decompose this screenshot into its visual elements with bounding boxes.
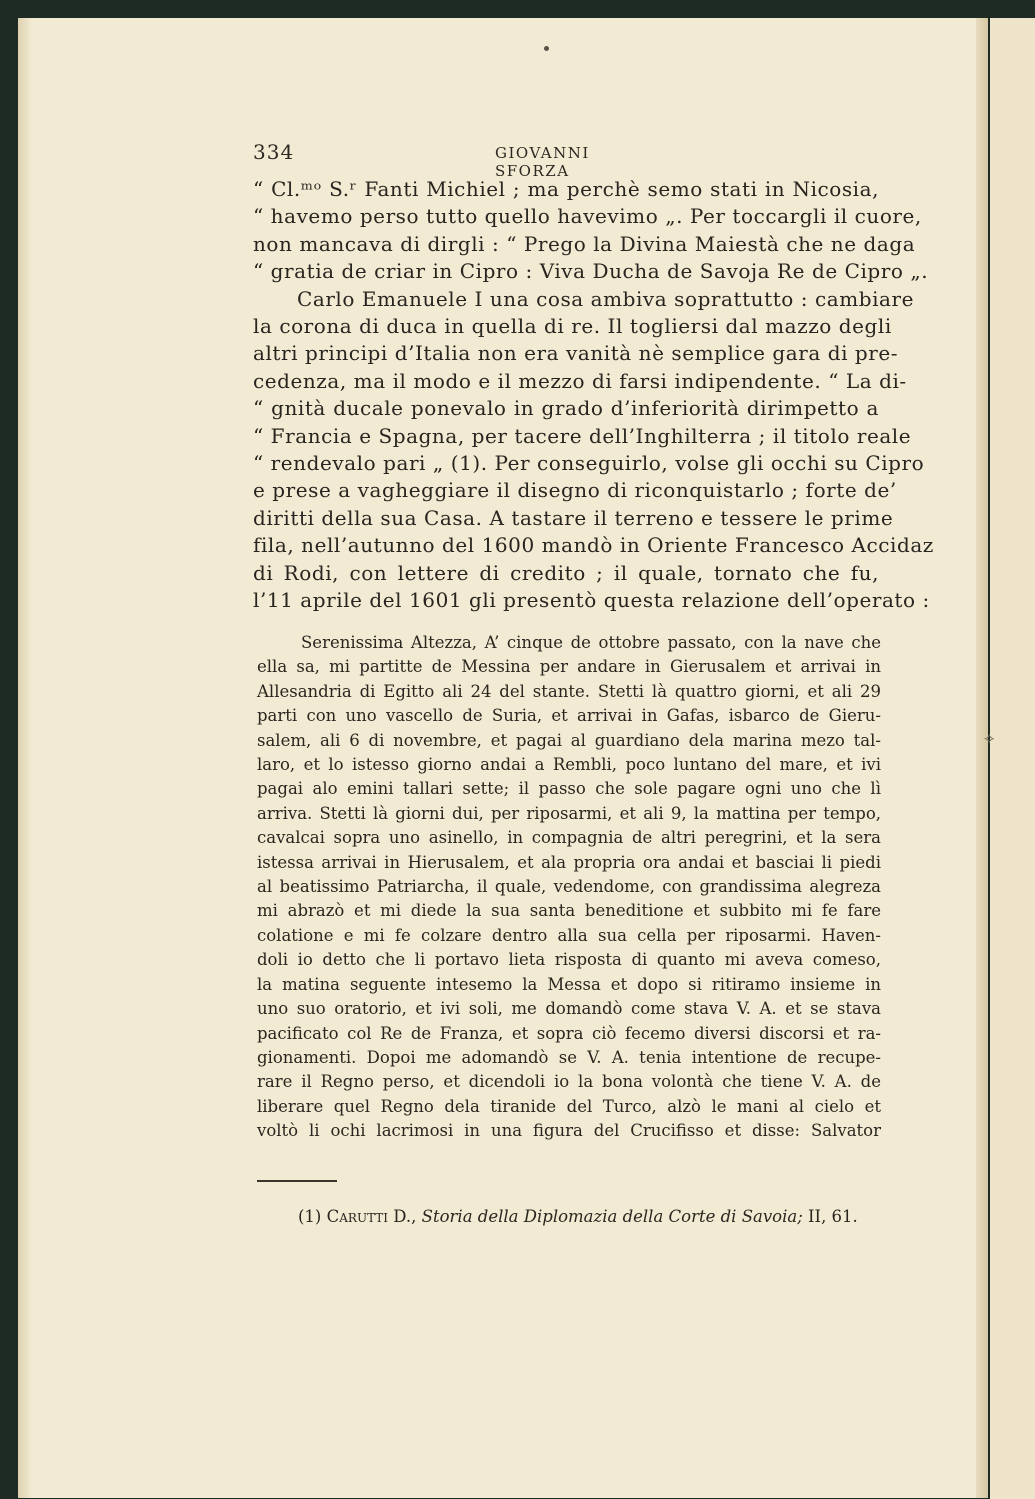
quote-line: liberare quel Regno dela tiranide del Turco, alzò le mani al cielo et <box>257 1096 881 1116</box>
body-line: fila, nell’autunno del 1600 mandò in Oriente Francesco Accidaz <box>253 533 934 558</box>
running-head-author: GIOVANNI SFORZA <box>495 144 590 180</box>
quote-line: pacificato col Re de Franza, et sopra ciò fecemo diversi discorsi et ra- <box>257 1023 881 1043</box>
quote-line: ella sa, mi partitte de Messina per andare in Gierusalem et arrivai in <box>257 657 881 677</box>
quote-line: gionamenti. Dopoi me adomandò se V. A. tenia intentione de recupe- <box>257 1047 881 1067</box>
body-line: “ rendevalo pari „ (1). Per conseguirlo, volse gli occhi su Cipro <box>253 451 925 476</box>
quote-line: rare il Regno perso, et dicendoli io la bona volontà che tiene V. A. de <box>257 1072 881 1092</box>
quote-line: cavalcai sopra uno asinello, in compagnia de altri peregrini, et la sera <box>257 828 881 848</box>
quote-line: Serenissima Altezza, A’ cinque de ottobre passato, con la nave che <box>301 633 881 652</box>
body-line: diritti della sua Casa. A tastare il terreno e tessere le prime <box>253 505 894 530</box>
running-head <box>253 140 633 180</box>
footnote-volume: II, 61. <box>808 1207 858 1226</box>
quote-line: colatione e mi fe colzare dentro alla sua cella per riposarmi. Haven- <box>257 925 881 945</box>
page-edge-shadow <box>18 18 32 1498</box>
quote-line: voltò li ochi lacrimosi in una figura del Crucifisso et disse: Salvator <box>257 1121 881 1141</box>
body-line: e prese a vagheggiare il disegno di riconquistarlo ; forte de’ <box>253 478 897 503</box>
quote-line: mi abrazò et mi diede la sua santa beneditione et subbito mi fe fare <box>257 901 881 921</box>
quote-line: la matina seguente intesemo la Messa et dopo si ritiramo insieme in <box>257 974 881 994</box>
quote-line: pagai alo emini tallari sette; il passo che sole pagare ogni uno che lì <box>257 779 881 799</box>
quote-line: istessa arrivai in Hierusalem, et ala propria ora andai et basciai li piedi <box>257 852 881 872</box>
body-line: la corona di duca in quella di re. Il togliersi dal mazzo degli <box>253 314 892 339</box>
body-line: “ havemo perso tutto quello havevimo „. Per toccargli il cuore, <box>253 204 922 229</box>
binding-mark-icon: ⟡ <box>984 728 995 747</box>
quote-line: doli io detto che li portavo lieta risposta di quanto mi aveva comeso, <box>257 950 881 970</box>
body-line: cedenza, ma il modo e il mezzo di farsi indipendente. “ La di- <box>253 368 907 393</box>
facing-page-edge <box>990 18 1035 1499</box>
body-line: non mancava di dirgli : “ Prego la Divina Maiestà che ne daga <box>253 231 916 256</box>
page-gutter <box>976 18 988 1498</box>
footnote-title: Storia della Diplomazia della Corte di Savoia; <box>421 1207 803 1226</box>
body-line: “ Cl.ᵐᵒ S.ʳ Fanti Michiel ; ma perchè semo stati in Nicosia, <box>253 177 879 201</box>
main-text <box>253 176 934 615</box>
ink-dot <box>544 46 549 51</box>
quote-line: Allesandria di Egitto ali 24 del stante. Stetti là quattro giorni, et ali 29 <box>257 681 881 701</box>
body-line: “ Francia e Spagna, per tacere dell’Inghilterra ; il titolo reale <box>253 423 912 448</box>
quote-line: arriva. Stetti là giorni dui, per riposarmi, et ali 9, la mattina per tempo, <box>257 803 881 823</box>
body-line: Carlo Emanuele I una cosa ambiva soprattutto : cambiare <box>297 286 914 311</box>
quote-line: al beatissimo Patriarcha, il quale, vedendome, con grandissima alegreza <box>257 877 881 897</box>
body-line: l’11 aprile del 1601 gli presentò questa relazione dell’operato : <box>253 588 930 613</box>
footnote-author: Carutti D., <box>326 1207 417 1226</box>
quoted-letter <box>257 631 881 1144</box>
footnote-marker: (1) <box>298 1207 322 1226</box>
body-line: di Rodi, con lettere di credito ; il quale, tornato che fu, <box>253 560 879 585</box>
quote-line: laro, et lo istesso giorno andai a Rembli, poco luntano del mare, et ivi <box>257 755 881 775</box>
quote-line: uno suo oratorio, et ivi soli, me domandò come stava V. A. et se stava <box>257 999 881 1019</box>
page-number: 334 <box>253 140 295 164</box>
footnote-rule <box>257 1180 337 1182</box>
body-line: “ gnità ducale ponevalo in grado d’inferiorità dirimpetto a <box>253 396 879 421</box>
body-line: altri principi d’Italia non era vanità nè semplice gara di pre- <box>253 341 899 366</box>
quote-line: parti con uno vascello de Suria, et arrivai in Gafas, isbarco de Gieru- <box>257 706 881 726</box>
quote-line: salem, ali 6 di novembre, et pagai al guardiano dela marina mezo tal- <box>257 730 881 750</box>
footnote <box>298 1207 858 1226</box>
body-line: “ gratia de criar in Cipro : Viva Ducha de Savoja Re de Cipro „. <box>253 259 929 284</box>
